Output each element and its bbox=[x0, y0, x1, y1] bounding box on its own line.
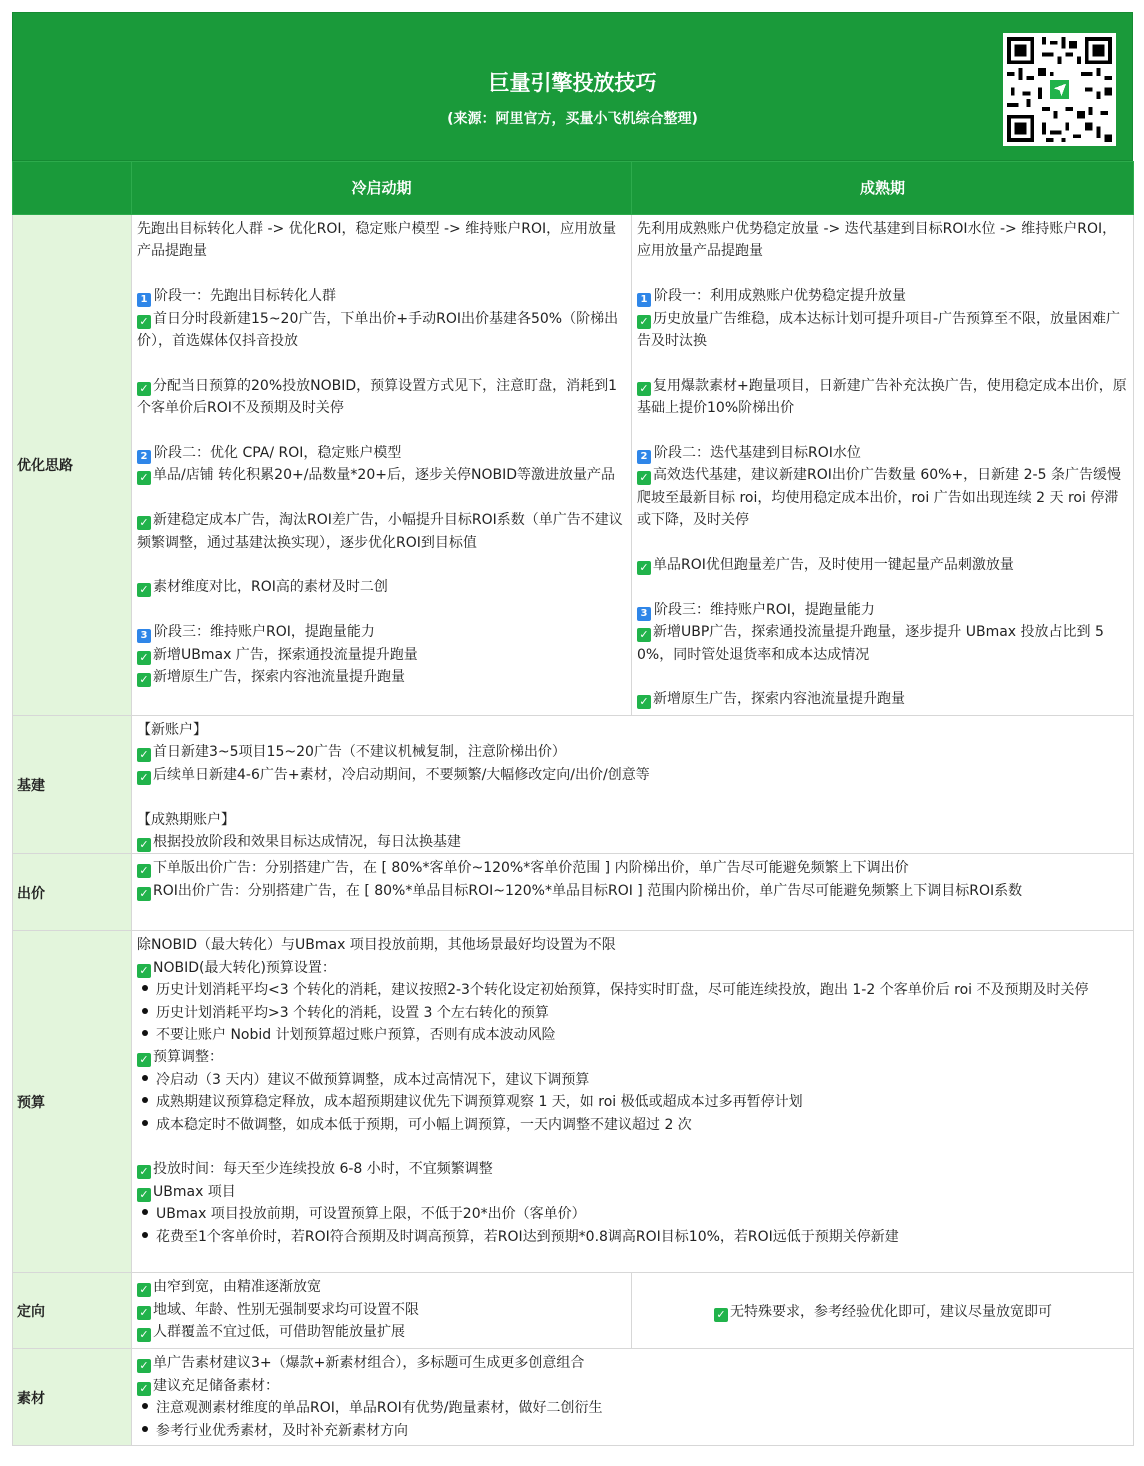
content-line bbox=[637, 554, 1129, 576]
content-line bbox=[637, 621, 1129, 666]
line-text: 新增UBP广告，探索通投流量提升跑量，逐步提升 UBmax 投放占比到 50%，同时管处退货率和成本达成情况 bbox=[637, 624, 1104, 663]
line-text: 地域、年龄、性别无强制要求均可设置不限 bbox=[153, 1301, 419, 1318]
content-line bbox=[137, 621, 627, 643]
corner-cell bbox=[13, 162, 132, 215]
targeting-mature-cell bbox=[632, 1273, 1134, 1349]
line-text: UBmax 项目投放前期，可设置预算上限，不低于20*出价（客单价） bbox=[156, 1206, 586, 1223]
spacer-line bbox=[137, 554, 627, 576]
row-bid bbox=[13, 854, 1134, 931]
checkmark-icon: ✓ bbox=[137, 1359, 151, 1373]
line-text: 无特殊要求，参考经验优化即可，建议尽量放宽即可 bbox=[730, 1304, 1052, 1321]
bullet-icon bbox=[142, 1008, 148, 1014]
checkmark-icon: ✓ bbox=[137, 887, 151, 901]
line-text: 单广告素材建议3+（爆款+新素材组合），多标题可生成更多创意组合 bbox=[153, 1355, 585, 1372]
content-line bbox=[137, 857, 1129, 879]
content-line bbox=[137, 308, 627, 353]
checkmark-icon: ✓ bbox=[137, 771, 151, 785]
stage-number-icon: 3 bbox=[637, 607, 651, 621]
row-label: 出价 bbox=[13, 854, 132, 931]
line-text: 参考行业优秀素材，及时补充新素材方向 bbox=[156, 1422, 408, 1439]
content-line bbox=[137, 509, 627, 554]
checkmark-icon: ✓ bbox=[137, 1306, 151, 1320]
content-line bbox=[137, 979, 1129, 1001]
bullet-icon bbox=[142, 1403, 148, 1409]
checkmark-icon: ✓ bbox=[137, 1188, 151, 1202]
checkmark-icon: ✓ bbox=[637, 628, 651, 642]
content-line bbox=[137, 880, 1129, 902]
content-line bbox=[637, 1301, 1129, 1323]
content-line bbox=[637, 375, 1129, 420]
bullet-icon bbox=[142, 1030, 148, 1036]
checkmark-icon: ✓ bbox=[137, 1165, 151, 1179]
content-line bbox=[137, 741, 1129, 763]
content-line bbox=[137, 666, 627, 688]
row-targeting bbox=[13, 1273, 1134, 1349]
content-line bbox=[637, 218, 1129, 263]
line-text: ROI出价广告：分别搭建广告，在 [ 80%*单品目标ROI~120%*单品目标ROI ] 范围内阶梯出价，单广告尽可能避免频繁上下调目标ROI系数 bbox=[153, 882, 1023, 899]
line-text: 新增原生广告，探索内容池流量提升跑量 bbox=[653, 691, 905, 708]
line-text: 冷启动（3 天内）建议不做预算调整，成本过高情况下，建议下调预算 bbox=[156, 1071, 590, 1088]
budget-cell bbox=[132, 931, 1134, 1273]
column-header-mature: 成熟期 bbox=[632, 162, 1134, 215]
line-text: 首日新建3~5项目15~20广告（不建议机械复制，注意阶梯出价） bbox=[153, 744, 566, 761]
bullet-icon bbox=[142, 1097, 148, 1103]
line-text: 成熟期建议预算稳定释放，成本超预期建议优先下调预算观察 1 天，如 roi 极低或超成本过多再暂停计划 bbox=[156, 1094, 803, 1111]
spacer-line bbox=[637, 532, 1129, 554]
spacer-line bbox=[637, 420, 1129, 442]
content-line bbox=[137, 1203, 1129, 1225]
checkmark-icon: ✓ bbox=[637, 315, 651, 329]
line-text: 根据投放阶段和效果目标达成情况，每日汰换基建 bbox=[153, 834, 461, 851]
row-optimization-strategy bbox=[13, 215, 1134, 716]
line-text: 阶段二：迭代基建到目标ROI水位 bbox=[654, 445, 861, 462]
checkmark-icon: ✓ bbox=[137, 583, 151, 597]
content-line bbox=[137, 285, 627, 307]
content-line bbox=[137, 1024, 1129, 1046]
qr-code-icon[interactable] bbox=[1003, 33, 1116, 146]
checkmark-icon: ✓ bbox=[137, 651, 151, 665]
line-text: 高效迭代基建，建议新建ROI出价广告数量 60%+，日新建 2-5 条广告缓慢爬坡至最新目标 roi，均使用稳定成本出价，roi 广告如出现连续 2 天 roi 停滞或下降，及时关停 bbox=[637, 467, 1121, 529]
line-text: 历史计划消耗平均<3 个转化的消耗，建议按照2-3个转化设定初始预算，保持实时盯盘，尽可能连续投放，跑出 1-2 个客单价后 roi 不及预期及时关停 bbox=[156, 982, 1089, 999]
line-text: 先跑出目标转化人群 -> 优化ROI，稳定账户模型 -> 维持账户ROI，应用放量产品提跑量 bbox=[137, 221, 617, 260]
page-title: 巨量引擎投放技巧 bbox=[488, 71, 657, 95]
line-text: 花费至1个客单价时，若ROI符合预期及时调高预算，若ROI达到预期*0.8调高ROI目标10%，若ROI远低于预期关停新建 bbox=[156, 1228, 899, 1245]
strategy-table bbox=[12, 161, 1134, 1446]
content-line bbox=[137, 442, 627, 464]
content-line bbox=[137, 464, 627, 486]
spacer-line bbox=[637, 263, 1129, 285]
checkmark-icon: ✓ bbox=[137, 471, 151, 485]
line-text: 下单版出价广告：分别搭建广告，在 [ 80%*客单价~120%*客单价范围 ] 内阶梯出价，单广告尽可能避免频繁上下调出价 bbox=[153, 860, 909, 877]
content-line bbox=[137, 1420, 1129, 1442]
checkmark-icon: ✓ bbox=[637, 561, 651, 575]
page-subtitle: (来源：阿里官方，买量小飞机综合整理) bbox=[447, 111, 698, 127]
content-line bbox=[137, 831, 1129, 853]
checkmark-icon: ✓ bbox=[137, 673, 151, 687]
targeting-cold-cell bbox=[132, 1273, 632, 1349]
checkmark-icon: ✓ bbox=[137, 1283, 151, 1297]
row-label: 预算 bbox=[13, 931, 132, 1273]
row-label: 素材 bbox=[13, 1349, 132, 1446]
stage-number-icon: 3 bbox=[137, 629, 151, 643]
line-text: 新增原生广告，探索内容池流量提升跑量 bbox=[153, 669, 405, 686]
checkmark-icon: ✓ bbox=[137, 1328, 151, 1342]
content-line bbox=[137, 809, 1129, 831]
line-text: 阶段二：优化 CPA/ ROI，稳定账户模型 bbox=[154, 445, 402, 462]
bid-cell bbox=[132, 854, 1134, 931]
line-text: 历史放量广告维稳，成本达标计划可提升项目-广告预算至不限，放量困难广告及时汰换 bbox=[637, 310, 1121, 350]
line-text: NOBID(最大转化)预算设置： bbox=[153, 959, 336, 976]
bullet-icon bbox=[142, 1075, 148, 1081]
line-text: 【成熟期账户】 bbox=[137, 811, 235, 828]
line-text: 由窄到宽，由精准逐渐放宽 bbox=[153, 1279, 321, 1296]
spacer-line bbox=[137, 263, 627, 285]
stage-number-icon: 1 bbox=[137, 293, 151, 307]
bullet-icon bbox=[142, 1120, 148, 1126]
line-text: 成本稳定时不做调整，如成本低于预期，可小幅上调预算，一天内调整不建议超过 2 次 bbox=[156, 1116, 692, 1133]
spacer-line bbox=[137, 786, 1129, 808]
spacer-line bbox=[637, 576, 1129, 598]
content-line bbox=[137, 1046, 1129, 1068]
line-text: 单品/店铺 转化积累20+/品数量*20+后，逐步关停NOBID等激进放量产品 bbox=[153, 467, 615, 484]
row-label: 优化思路 bbox=[13, 215, 132, 716]
line-text: 后续单日新建4-6广告+素材，冷启动期间，不要频繁/大幅修改定向/出价/创意等 bbox=[153, 766, 650, 783]
build-cell bbox=[132, 716, 1134, 854]
line-text: 建议充足储备素材： bbox=[153, 1377, 279, 1394]
bullet-icon bbox=[142, 985, 148, 991]
line-text: 人群覆盖不宜过低，可借助智能放量扩展 bbox=[153, 1324, 405, 1341]
content-line bbox=[137, 934, 1129, 956]
checkmark-icon: ✓ bbox=[637, 695, 651, 709]
line-text: 除NOBID（最大转化）与UBmax 项目投放前期，其他场景最好均设置为不限 bbox=[137, 937, 616, 954]
content-line bbox=[137, 1158, 1129, 1180]
line-text: 素材维度对比，ROI高的素材及时二创 bbox=[153, 579, 388, 596]
content-line bbox=[137, 1181, 1129, 1203]
line-text: 不要让账户 Nobid 计划预算超过账户预算，否则有成本波动风险 bbox=[156, 1027, 556, 1044]
content-line bbox=[137, 1397, 1129, 1419]
line-text: 复用爆款素材+跑量项目，日新建广告补充汰换广告，使用稳定成本出价，原基础上提价10%阶梯出价 bbox=[637, 377, 1127, 417]
checkmark-icon: ✓ bbox=[137, 964, 151, 978]
line-text: 单品ROI优但跑量差广告，及时使用一键起量产品刺激放量 bbox=[653, 557, 1014, 574]
content-line bbox=[137, 644, 627, 666]
content-line bbox=[137, 1276, 627, 1298]
content-line bbox=[637, 464, 1129, 531]
row-creative bbox=[13, 1349, 1134, 1446]
spacer-line bbox=[137, 599, 627, 621]
strategy-sheet bbox=[12, 12, 1133, 1446]
content-line bbox=[137, 218, 627, 263]
spacer-line bbox=[137, 420, 627, 442]
content-line bbox=[137, 375, 627, 420]
line-text: 投放时间：每天至少连续投放 6-8 小时，不宜频繁调整 bbox=[153, 1161, 493, 1178]
content-line bbox=[137, 1299, 627, 1321]
checkmark-icon: ✓ bbox=[714, 1308, 728, 1322]
line-text: 预算调整： bbox=[153, 1049, 223, 1066]
checkmark-icon: ✓ bbox=[137, 1053, 151, 1067]
content-line bbox=[637, 285, 1129, 307]
bullet-icon bbox=[142, 1426, 148, 1432]
line-text: 首日分时段新建15~20广告，下单出价+手动ROI出价基建各50%（阶梯出价），首选媒体仅抖音投放 bbox=[137, 310, 619, 350]
mature-cell bbox=[632, 215, 1134, 716]
content-line bbox=[137, 1375, 1129, 1397]
spacer-line bbox=[137, 487, 627, 509]
spacer-line bbox=[637, 352, 1129, 374]
line-text: 阶段一：先跑出目标转化人群 bbox=[154, 288, 336, 305]
line-text: 历史计划消耗平均>3 个转化的消耗，设置 3 个左右转化的预算 bbox=[156, 1004, 549, 1021]
bullet-icon bbox=[142, 1209, 148, 1215]
checkmark-icon: ✓ bbox=[637, 471, 651, 485]
line-text: 阶段三：维持账户ROI，提跑量能力 bbox=[654, 601, 875, 618]
row-label: 基建 bbox=[13, 716, 132, 854]
bullet-icon bbox=[142, 1232, 148, 1238]
spacer-line bbox=[637, 666, 1129, 688]
line-text: 分配当日预算的20%投放NOBID，预算设置方式见下，注意盯盘，消耗到1个客单价后ROI不及预期及时关停 bbox=[137, 377, 618, 417]
content-line bbox=[137, 1069, 1129, 1091]
content-line bbox=[137, 1321, 627, 1343]
line-text: 新建稳定成本广告，淘汰ROI差广告，小幅提升目标ROI系数（单广告不建议频繁调整，通过基建汰换实现），逐步优化ROI到目标值 bbox=[137, 512, 623, 551]
checkmark-icon: ✓ bbox=[137, 864, 151, 878]
content-line bbox=[137, 1352, 1129, 1374]
row-label: 定向 bbox=[13, 1273, 132, 1349]
cold-start-cell bbox=[132, 215, 632, 716]
spacer-line bbox=[137, 352, 627, 374]
line-text: 注意观测素材维度的单品ROI，单品ROI有优势/跑量素材，做好二创衍生 bbox=[156, 1400, 603, 1417]
checkmark-icon: ✓ bbox=[137, 748, 151, 762]
column-header-row bbox=[13, 162, 1134, 215]
line-text: UBmax 项目 bbox=[153, 1183, 236, 1200]
row-budget bbox=[13, 931, 1134, 1273]
content-line bbox=[637, 599, 1129, 621]
content-line bbox=[637, 688, 1129, 710]
content-line bbox=[637, 308, 1129, 353]
line-text: 阶段一：利用成熟账户优势稳定提升放量 bbox=[654, 288, 906, 305]
creative-cell bbox=[132, 1349, 1134, 1446]
content-line bbox=[137, 764, 1129, 786]
content-line bbox=[137, 1226, 1129, 1248]
checkmark-icon: ✓ bbox=[137, 1382, 151, 1396]
content-line bbox=[137, 957, 1129, 979]
content-line bbox=[137, 1002, 1129, 1024]
column-header-cold-start: 冷启动期 bbox=[132, 162, 632, 215]
content-line bbox=[137, 1114, 1129, 1136]
content-line bbox=[137, 1091, 1129, 1113]
stage-number-icon: 2 bbox=[137, 450, 151, 464]
spacer-line bbox=[137, 1136, 1129, 1158]
line-text: 【新账户】 bbox=[137, 722, 207, 738]
content-line bbox=[137, 576, 627, 598]
line-text: 先利用成熟账户优势稳定放量 -> 迭代基建到目标ROI水位 -> 维持账户ROI，应用放量产品提跑量 bbox=[637, 221, 1117, 260]
stage-number-icon: 2 bbox=[637, 450, 651, 464]
checkmark-icon: ✓ bbox=[137, 382, 151, 396]
content-line bbox=[137, 719, 1129, 741]
line-text: 阶段三：维持账户ROI，提跑量能力 bbox=[154, 624, 375, 641]
row-build bbox=[13, 716, 1134, 854]
checkmark-icon: ✓ bbox=[137, 315, 151, 329]
page-header bbox=[12, 12, 1133, 161]
checkmark-icon: ✓ bbox=[137, 516, 151, 530]
content-line bbox=[637, 442, 1129, 464]
line-text: 新增UBmax 广告，探索通投流量提升跑量 bbox=[153, 646, 418, 663]
checkmark-icon: ✓ bbox=[137, 838, 151, 852]
stage-number-icon: 1 bbox=[637, 293, 651, 307]
checkmark-icon: ✓ bbox=[637, 382, 651, 396]
